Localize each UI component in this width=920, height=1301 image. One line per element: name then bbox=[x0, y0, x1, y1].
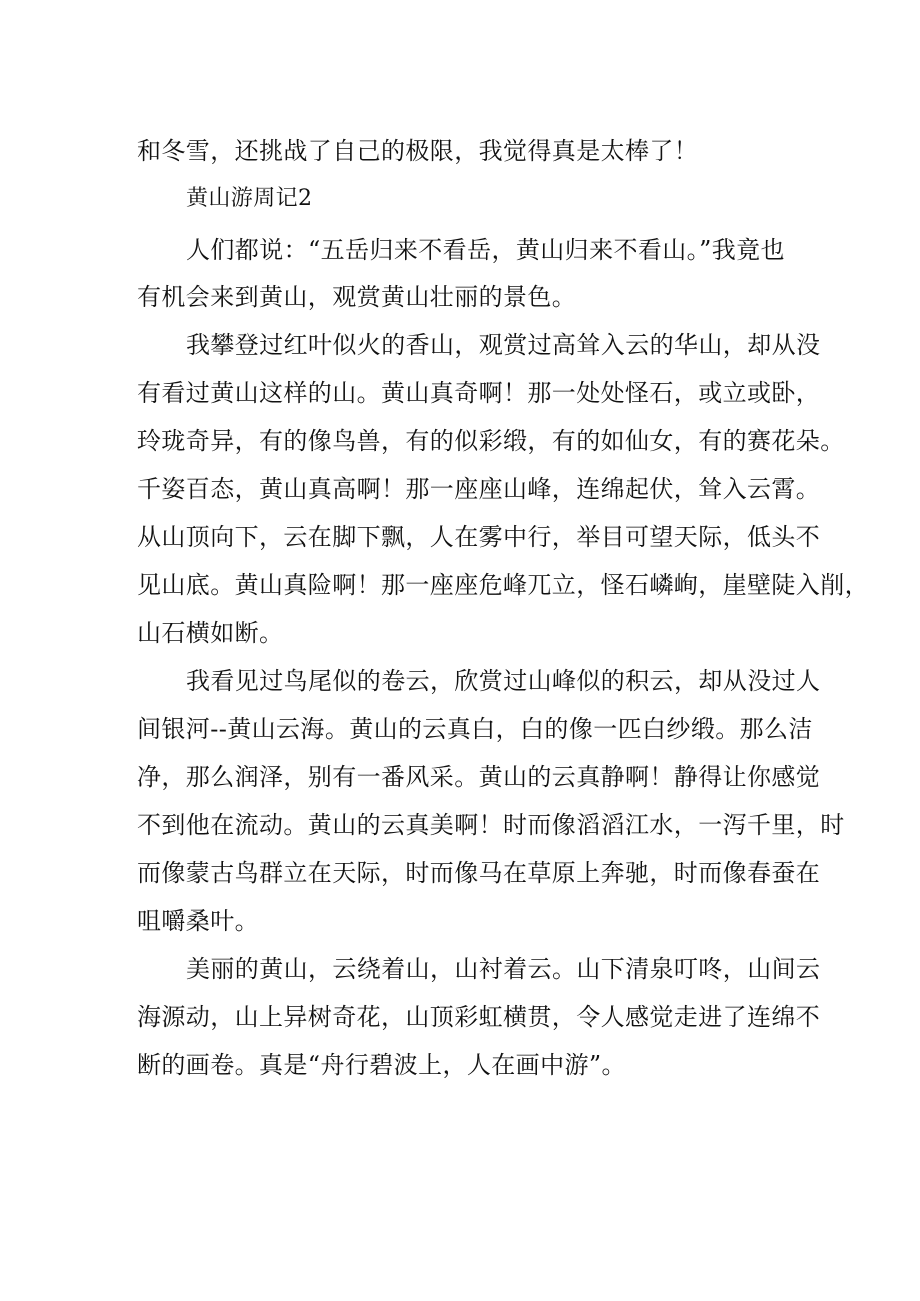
text-line: 有机会来到黄山，观赏黄山壮丽的景色。 bbox=[137, 283, 577, 311]
text-line: 间银河--黄山云海。黄山的云真白，白的像一匹白纱缎。那么洁 bbox=[137, 715, 813, 743]
text-line: 美丽的黄山，云绕着山，山衬着云。山下清泉叮咚，山间云 bbox=[186, 955, 821, 983]
text-line: 我看见过鸟尾似的卷云，欣赏过山峰似的积云，却从没过人 bbox=[186, 667, 821, 695]
text-line: 从山顶向下，云在脚下飘，人在雾中行，举目可望天际，低头不 bbox=[137, 523, 821, 551]
text-line: 见山底。黄山真险啊！那一座座危峰兀立，怪石嶙峋，崖壁陡入削， bbox=[137, 571, 869, 599]
text-line: 有看过黄山这样的山。黄山真奇啊！那一处处怪石，或立或卧， bbox=[137, 379, 821, 407]
text-line: 而像蒙古鸟群立在天际，时而像马在草原上奔驰，时而像春蚕在 bbox=[137, 859, 821, 887]
text-line: 人们都说：“五岳归来不看岳，黄山归来不看山。”我竟也 bbox=[186, 236, 785, 264]
text-line: 海源动，山上异树奇花，山顶彩虹横贯，令人感觉走进了连绵不 bbox=[137, 1003, 821, 1031]
text-line: 不到他在流动。黄山的云真美啊！时而像滔滔江水，一泻千里，时 bbox=[137, 811, 845, 839]
section-heading: 黄山游周记2 bbox=[186, 186, 313, 211]
text-line: 和冬雪，还挑战了自己的极限，我觉得真是太棒了！ bbox=[137, 137, 699, 165]
text-line: 净，那么润泽，别有一番风采。黄山的云真静啊！静得让你感觉 bbox=[137, 763, 821, 791]
text-line: 咀嚼桑叶。 bbox=[137, 907, 259, 935]
text-line: 山石横如断。 bbox=[137, 619, 284, 647]
text-line: 断的画卷。真是“舟行碧波上，人在画中游”。 bbox=[137, 1051, 626, 1079]
text-line: 我攀登过红叶似火的香山，观赏过高耸入云的华山，却从没 bbox=[186, 331, 821, 359]
text-line: 千姿百态，黄山真高啊！那一座座山峰，连绵起伏，耸入云霄。 bbox=[137, 475, 821, 503]
text-line: 玲珑奇异，有的像鸟兽，有的似彩缎，有的如仙女，有的赛花朵。 bbox=[137, 427, 845, 455]
